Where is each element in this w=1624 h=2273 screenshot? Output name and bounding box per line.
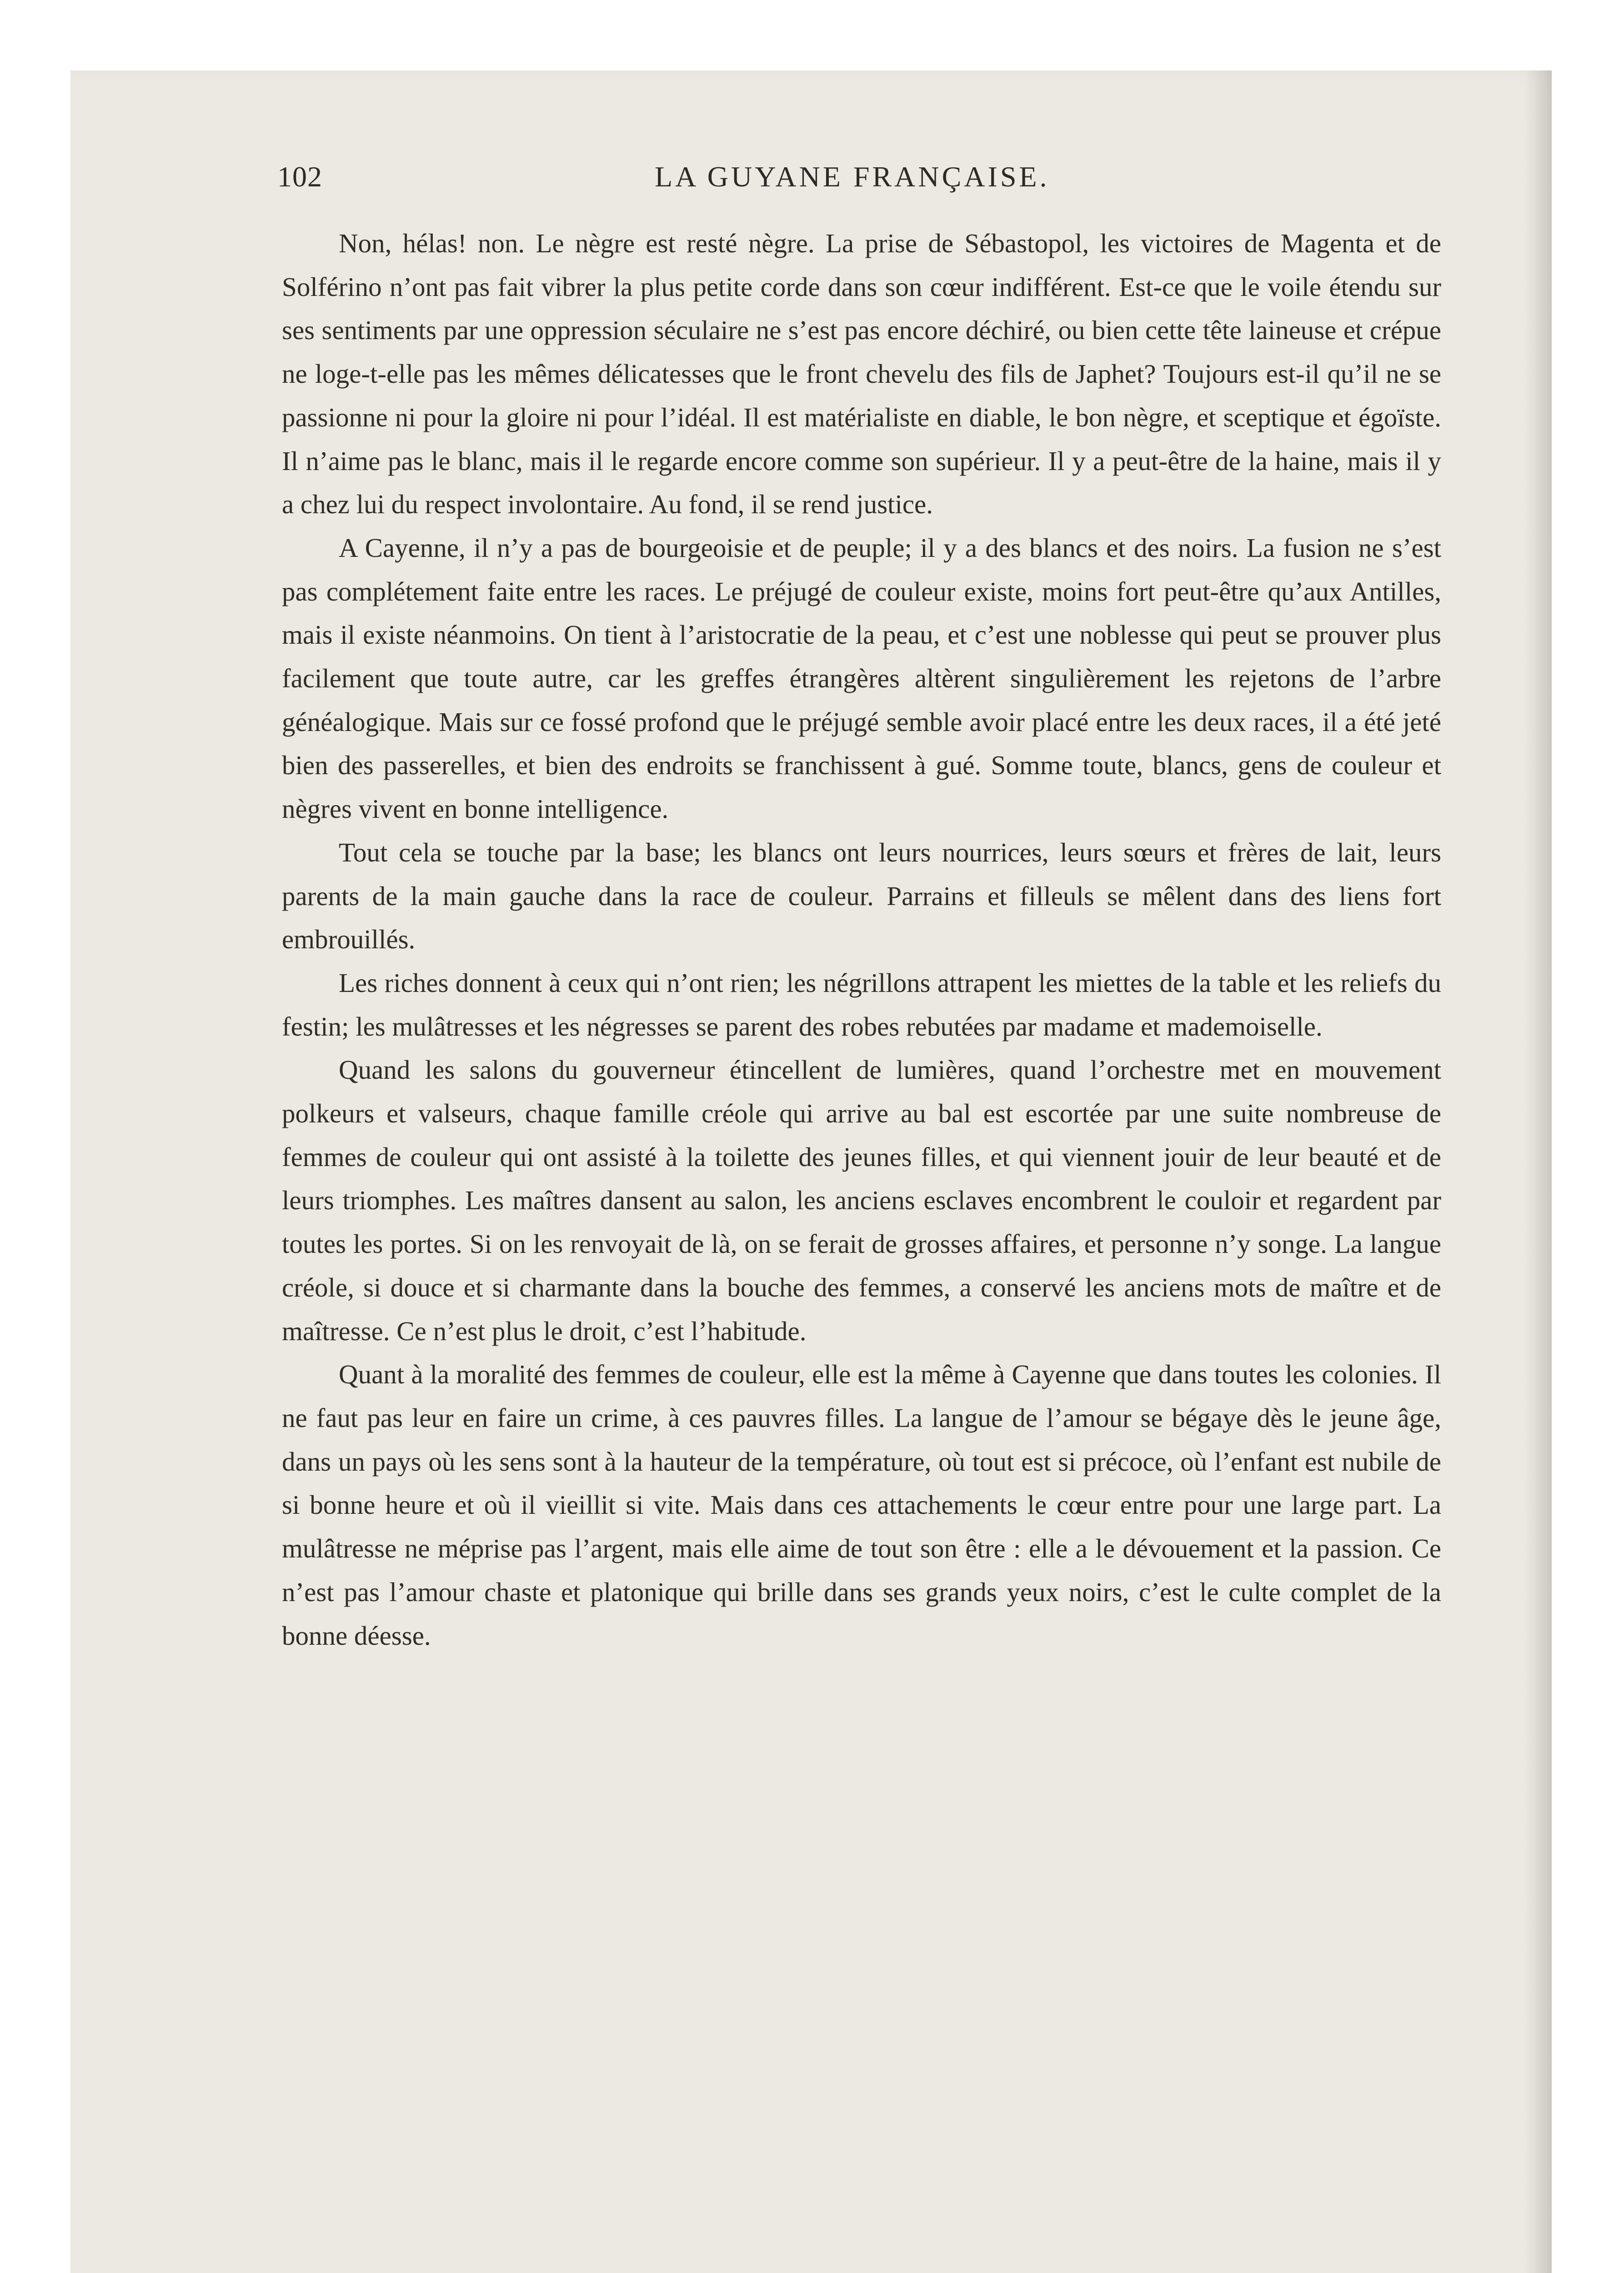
paragraph: Non, hélas! non. Le nègre est resté nègre. La prise de Sébastopol, les victoires de Magenta et de Solférino n’ont pas fait vibrer la plus petite corde dans son cœur indifférent. Est-ce que le voile étendu sur ses sentiments par une oppression séculaire ne s’est pas encore déchiré, ou bien cette tête laineuse et crépue ne loge-t-elle pas les mêmes délicatesses que le front chevelu des fils de Japhet? Toujours est-il qu’il ne se passionne ni pour la gloire ni pour l’idéal. Il est matérialiste en diable, le bon nègre, et sceptique et égoïste. Il n’aime pas le blanc, mais il le regarde encore comme son supérieur. Il y a peut-être de la haine, mais il y a chez lui du respect involontaire. Au fond, il se rend justice. (282, 228, 1441, 520)
body-text (282, 222, 1441, 1657)
paragraph: A Cayenne, il n’y a pas de bourgeoisie et de peuple; il y a des blancs et des noirs. La fusion ne s’est pas complétement faite entre les races. Le préjugé de couleur existe, moins fort peut-être qu’aux Antilles, mais il existe néanmoins. On tient à l’aristocratie de la peau, et c’est une noblesse qui peut se prouver plus facilement que toute autre, car les greffes étrangères altèrent singulièrement les rejetons de l’arbre généalogique. Mais sur ce fossé profond que le préjugé semble avoir placé entre les deux races, il a été jeté bien des passerelles, et bien des endroits se franchissent à gué. Somme toute, blancs, gens de couleur et nègres vivent en bonne intelligence. (282, 532, 1441, 824)
paragraph: Tout cela se touche par la base; les blancs ont leurs nourrices, leurs sœurs et frères de lait, leurs parents de la main gauche dans la race de couleur. Parrains et filleuls se mêlent dans des liens fort embrouillés. (282, 837, 1441, 955)
page-edge-shadow (1524, 70, 1552, 2273)
running-header (277, 160, 1441, 196)
paragraph: Quant à la moralité des femmes de couleur, elle est la même à Cayenne que dans toutes les colonies. Il ne faut pas leur en faire un crime, à ces pauvres filles. La langue de l’amour se bégaye dès le jeune âge, dans un pays où les sens sont à la hauteur de la température, où tout est si précoce, où l’enfant est nubile de si bonne heure et où il vieillit si vite. Mais dans ces attachements le cœur entre pour une large part. La mulâtresse ne méprise pas l’argent, mais elle aime de tout son être : elle a le dévouement et la passion. Ce n’est pas l’amour chaste et platonique qui brille dans ses grands yeux noirs, c’est le culte complet de la bonne déesse. (282, 1359, 1441, 1651)
paragraph: Quand les salons du gouverneur étincellent de lumières, quand l’orchestre met en mouvement polkeurs et valseurs, chaque famille créole qui arrive au bal est escortée par une suite nombreuse de femmes de couleur qui ont assisté à la toilette des jeunes filles, et qui viennent jouir de leur beauté et de leurs triomphes. Les maîtres dansent au salon, les anciens esclaves encombrent le couloir et regardent par toutes les portes. Si on les renvoyait de là, on se ferait de grosses affaires, et personne n’y songe. La langue créole, si douce et si charmante dans la bouche des femmes, a conservé les anciens mots de maître et de maîtresse. Ce n’est plus le droit, c’est l’habitude. (282, 1055, 1441, 1346)
paragraph: Les riches donnent à ceux qui n’ont rien; les négrillons attrapent les miettes de la table et les reliefs du festin; les mulâtresses et les négresses se parent des robes rebutées par madame et mademoiselle. (282, 967, 1441, 1041)
page-number: 102 (277, 160, 322, 193)
running-title: LA GUYANE FRANÇAISE. (655, 160, 1050, 193)
